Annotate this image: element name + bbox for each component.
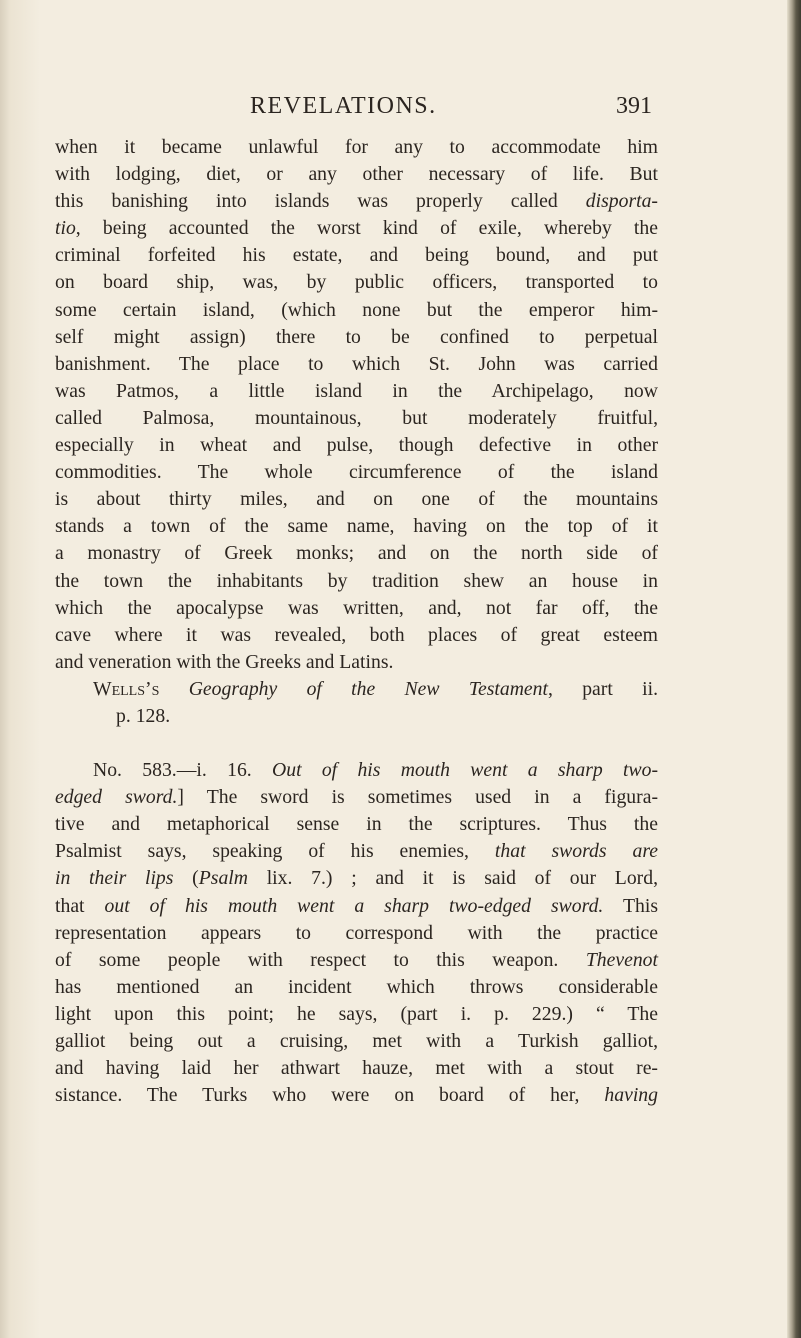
text-line: edged sword.] The sword is sometimes used in a figura- (55, 786, 658, 809)
source-attribution: Wells’s Geography of the New Testament, part ii. (93, 677, 658, 700)
page-number: 391 (616, 93, 652, 119)
text-line: called Palmosa, mountainous, but moderately fruitful, (55, 406, 658, 429)
source-attribution-page: p. 128. (116, 704, 171, 727)
text-line: was Patmos, a little island in the Archipelago, now (55, 379, 658, 402)
text-line: which the apocalypse was written, and, not far off, the (55, 596, 658, 619)
text-line: a monastry of Greek monks; and on the north side of (55, 542, 658, 565)
text-line: and veneration with the Greeks and Latins. (55, 650, 394, 673)
text-line: that out of his mouth went a sharp two-edged sword. This (55, 894, 658, 917)
text-line: especially in wheat and pulse, though defective in other (55, 434, 658, 457)
text-line: Psalmist says, speaking of his enemies, that swords are (55, 840, 658, 863)
text-line: when it became unlawful for any to accommodate him (55, 136, 658, 158)
text-line: in their lips (Psalm lix. 7.) ; and it is said of our Lord, (55, 867, 658, 890)
text-line: stands a town of the same name, having on the top of it (55, 515, 658, 538)
book-page (55, 93, 658, 1109)
text-line: sistance. The Turks who were on board of her, having (55, 1084, 658, 1107)
page-gutter-shadow (0, 0, 40, 1338)
text-line: of some people with respect to this weapon. Thevenot (55, 948, 658, 971)
text-line: self might assign) there to be confined to perpetual (55, 325, 658, 348)
page-edge-shadow (787, 0, 801, 1338)
text-line: representation appears to correspond with the practice (55, 921, 658, 944)
text-line: some certain island, (which none but the emperor him- (55, 298, 658, 321)
text-line: galliot being out a cruising, met with a Turkish galliot, (55, 1030, 658, 1052)
text-line: on board ship, was, by public officers, transported to (55, 271, 658, 294)
body-text (55, 134, 658, 1109)
text-line: commodities. The whole circumference of the island (55, 461, 658, 484)
text-line: with lodging, diet, or any other necessary of life. But (55, 163, 658, 186)
page-header (55, 93, 658, 123)
text-line: banishment. The place to which St. John was carried (55, 352, 658, 375)
text-line: this banishing into islands was properly called disporta- (55, 190, 658, 213)
note-heading-line: No. 583.—i. 16. Out of his mouth went a sharp two- (93, 759, 659, 782)
running-title: REVELATIONS. (250, 93, 437, 119)
text-line: cave where it was revealed, both places of great esteem (55, 623, 658, 646)
text-line: tive and metaphorical sense in the scriptures. Thus the (55, 813, 658, 836)
text-line: has mentioned an incident which throws considerable (55, 975, 658, 998)
text-line: tio, being accounted the worst kind of exile, whereby the (55, 217, 658, 240)
text-line: is about thirty miles, and on one of the mountains (55, 488, 658, 511)
text-line: the town the inhabitants by tradition shew an house in (55, 569, 658, 592)
text-line: criminal forfeited his estate, and being bound, and put (55, 244, 658, 267)
text-line: and having laid her athwart hauze, met with a stout re- (55, 1057, 658, 1080)
text-line: light upon this point; he says, (part i. p. 229.) “ The (55, 1002, 658, 1025)
